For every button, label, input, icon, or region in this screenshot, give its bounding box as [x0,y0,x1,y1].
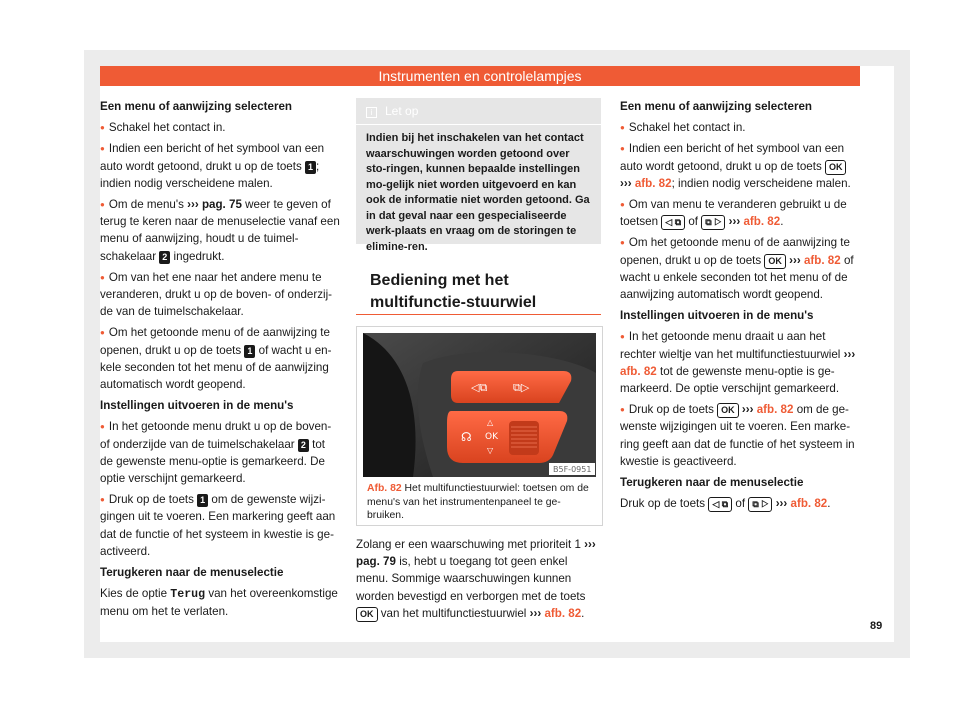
ok-key-icon: OK [717,403,739,418]
item-text: of [735,497,746,511]
arrow-icon: ››› [741,403,754,417]
callout-1: 1 [244,345,255,358]
list-item [100,269,340,321]
item-text: . [780,215,784,229]
item-text: Schakel het contact in. [108,121,226,135]
item-text: ; indien nodig verscheidene malen. [100,159,320,190]
svg-text:△: △ [487,418,494,427]
figure-reference[interactable]: afb. 82 [756,403,794,417]
item-text: In het getoonde menu draait u aan het rechter wieltje van het multifunctiestuurwiel [620,330,841,361]
code-term: Terug [170,588,206,602]
forward-key-icon: ⧉ ▷ [701,215,725,230]
paragraph [356,536,601,622]
note-header [356,98,601,125]
page-number: 89 [870,620,883,632]
item-text: om de ge-wenste wijzigingen uit te voeren. Een marke-ring geeft aan dat de functie of het systeem in kwestie is geactiveerd. [620,403,855,468]
list-item [100,324,340,393]
item-text: Druk op de toets [620,497,706,511]
callout-1: 1 [197,494,208,507]
svg-text:◁⧉: ◁⧉ [471,381,488,394]
ok-key-icon: OK [356,607,378,622]
list-item [620,196,860,230]
section-divider [356,314,601,315]
figure [356,326,603,526]
item-text: In het getoonde menu drukt u op de boven- of onderzijde van de tuimelschakelaar [100,420,332,451]
figure-caption [367,482,592,523]
arrow-icon: ››› [728,215,741,229]
caption-text: Het multifunctiestuurwiel: toetsen om de menu's van het instrumentenpaneel te ge-bruiken. [367,483,589,521]
page-reference[interactable]: pag. 79 [356,555,396,569]
list-item [620,401,860,470]
arrow-icon: ››› [187,198,199,212]
item-text: . [827,497,831,511]
svg-text:B5F-0951: B5F-0951 [553,465,592,474]
item-text: Indien een bericht of het symbool van een auto wordt getoond, drukt u op de toets [620,142,845,173]
arrow-icon: ››› [843,347,856,361]
item-text: Om het getoonde menu of de aanwijzing te openen, drukt u op de toets [100,326,330,357]
steering-wheel-image [363,333,596,477]
item-text: Om van het ene naar het andere menu te veranderen, drukt u op de boven- of onderzij-de van de tuimelschakelaar. [100,270,333,319]
list-item [620,119,860,136]
item-text: of [688,215,699,229]
svg-text:OK: OK [485,432,498,442]
svg-text:⧉▷: ⧉▷ [513,381,530,394]
figure-reference[interactable]: afb. 82 [634,176,672,190]
back-key-icon: ◁ ⧉ [661,215,685,230]
heading-return: Terugkeren naar de menuselectie [620,476,804,490]
figure-reference[interactable]: afb. 82 [790,497,828,511]
header-title: Instrumenten en controlelampjes [378,68,582,84]
item-text: om de gewenste wijzi-gingen uit te voeren. Een markering geeft aan dat de functie of het systeem in kwestie is ge-activeerd. [100,493,336,558]
figure-label: Afb. 82 [367,483,402,494]
warning-note [356,98,601,253]
item-text: . [581,606,585,620]
info-icon: i [366,107,377,118]
callout-1: 1 [305,161,316,174]
page-reference[interactable]: pag. 75 [201,198,242,212]
list-item [100,491,340,560]
arrow-icon: ››› [775,497,788,511]
item-text: weer te geven of terug te keren naar de menuselectie vanaf een menu of aanwijzing, houdt u de tuimel-schakelaar [100,198,340,263]
item-text: van het overeenkomstige menu om het te verlaten. [100,587,338,619]
note-text: Indien bij het inschakelen van het contact waarschuwingen worden getoond over sto-ringen, kunnen bepaalde instellingen mo-gelijk niet worden uitgevoerd en kan ook de informatie niet worden getoond. Ga in dat geval naar een gespecialiseerde werk-plaats en vraag om de storingen te elimine-ren. [366,132,590,253]
item-text: Om de menu's [108,198,184,212]
item-text: Om het getoonde menu of de aanwijzing te openen, drukt u op de toets [620,236,850,267]
heading-return: Terugkeren naar de menuselectie [100,566,284,580]
list-item [620,234,860,303]
item-text: Druk op de toets [628,403,714,417]
list-item [100,196,340,265]
section-title: Bediening met het multifunctie-stuurwiel [370,272,537,311]
list-item [620,328,860,397]
item-text: tot de gewenste menu-optie is ge-markeerd. De optie verschijnt gemarkeerd. [620,364,840,396]
list-item [100,418,340,487]
arrow-icon: ››› [789,253,801,267]
item-text: Druk op de toets [108,493,194,507]
arrow-icon: ››› [529,606,542,620]
arrow-icon: ››› [620,176,632,190]
svg-text:▽: ▽ [487,446,494,455]
ok-key-icon: OK [825,160,847,175]
paragraph [620,495,860,512]
callout-2: 2 [159,251,170,264]
heading-settings: Instellingen uitvoeren in de menu's [620,309,814,323]
heading-select-menu: Een menu of aanwijzing selecteren [100,100,292,113]
figure-reference[interactable]: afb. 82 [743,215,781,229]
steering-wheel-illustration [363,333,596,477]
item-text: Indien een bericht of het symbool van een auto wordt getoond, drukt u op de toets [100,142,325,173]
left-column [100,98,340,625]
figure-reference[interactable]: afb. 82 [620,364,657,378]
item-text: Zolang er een waarschuwing met prioriteit 1 [356,538,581,551]
arrow-icon: ››› [584,538,596,551]
back-key-icon: ◁ ⧉ [708,497,732,512]
heading-select-menu: Een menu of aanwijzing selecteren [620,100,812,113]
note-title: Let op [385,104,419,118]
item-text: ingedrukt. [173,249,225,263]
item-text: Kies de optie [100,587,168,601]
item-text: ; indien nodig verscheidene malen. [671,176,851,190]
svg-text:☊: ☊ [461,430,472,444]
item-text: tot de gewenste menu-optie is gemarkeerd. De optie verschijnt gemarkeerd. [100,437,325,486]
list-item [620,140,860,192]
page-header [100,66,860,86]
item-text: of wacht u enkele seconden tot het menu of de aanwijzing automatisch wordt geopend. [620,253,854,302]
ok-key-icon: OK [764,254,786,269]
list-item [100,119,340,136]
figure-reference[interactable]: afb. 82 [803,253,841,267]
paragraph [100,585,340,620]
right-column [620,98,860,516]
item-text: of wacht u en-kele seconden tot het menu of de aanwijzing automatisch wordt geopend. [100,343,332,392]
item-text: is, hebt u toegang tot geen enkel menu. Sommige waarschuwingen kunnen worden bevestigd en verborgen met de toets [356,555,586,603]
item-text: Schakel het contact in. [628,121,746,135]
list-item [100,140,340,192]
callout-2: 2 [298,439,309,452]
item-text: Om van menu te veranderen gebruikt u de toetsen [620,198,847,229]
figure-reference[interactable]: afb. 82 [544,606,582,620]
item-text: van het multifunctiestuurwiel [380,606,527,620]
heading-settings: Instellingen uitvoeren in de menu's [100,399,294,413]
forward-key-icon: ⧉ ▷ [748,497,772,512]
